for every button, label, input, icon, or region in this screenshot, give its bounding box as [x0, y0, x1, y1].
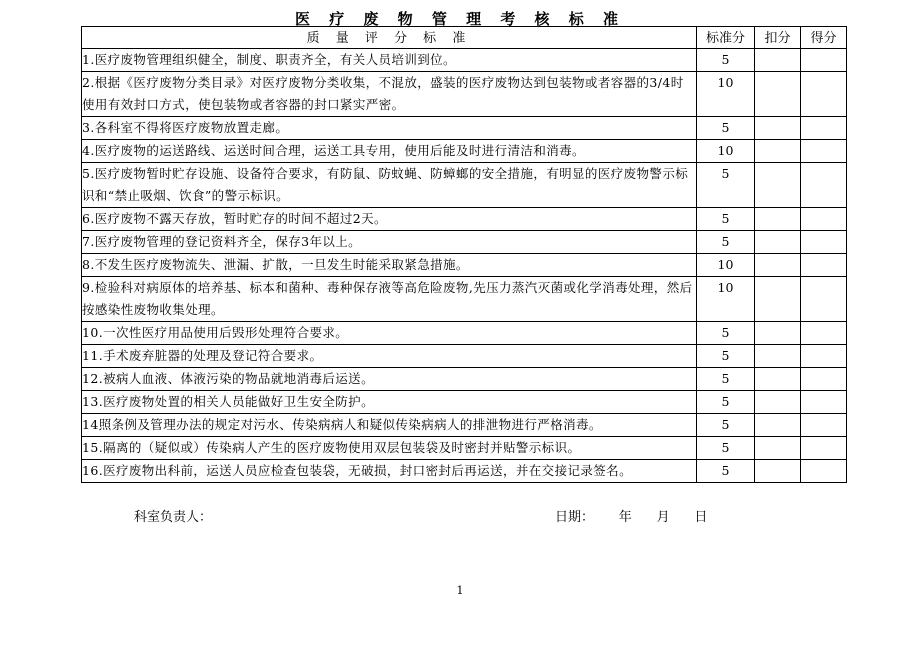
criterion-text: 9.检验科对病原体的培养基、标本和菌种、毒种保存液等高危险废物,先压力蒸汽灭菌或化学消毒处理，然后按感染性废物收集处理。	[82, 277, 697, 322]
final-score-cell[interactable]	[801, 368, 847, 391]
standard-score-cell: 5	[697, 368, 755, 391]
header-standard-score: 标准分	[697, 27, 755, 49]
final-score-cell[interactable]	[801, 391, 847, 414]
final-score-cell[interactable]	[801, 72, 847, 117]
table-row	[82, 140, 847, 163]
deduction-cell[interactable]	[755, 49, 801, 72]
deduction-cell[interactable]	[755, 414, 801, 437]
criterion-text: 2.根据《医疗废物分类目录》对医疗废物分类收集，不混放，盛装的医疗废物达到包装物或者容器的3/4时使用有效封口方式，使包装物或者容器的封口紧实严密。	[82, 72, 697, 117]
deduction-cell[interactable]	[755, 322, 801, 345]
criterion-text: 4.医疗废物的运送路线、运送时间合理，运送工具专用，使用后能及时进行清洁和消毒。	[82, 140, 697, 163]
final-score-cell[interactable]	[801, 254, 847, 277]
table-row	[82, 437, 847, 460]
criterion-text: 10.一次性医疗用品使用后毁形处理符合要求。	[82, 322, 697, 345]
table-row	[82, 460, 847, 483]
final-score-cell[interactable]	[801, 208, 847, 231]
deduction-cell[interactable]	[755, 437, 801, 460]
criterion-text: 13.医疗废物处置的相关人员能做好卫生安全防护。	[82, 391, 697, 414]
document-title: 医 疗 废 物 管 理 考 核 标 准	[294, 10, 625, 28]
deduction-cell[interactable]	[755, 140, 801, 163]
criterion-text: 5.医疗废物暂时贮存设施、设备符合要求，有防鼠、防蚊蝇、防蟑螂的安全措施，有明显的医疗废物警示标识和“禁止吸烟、饮食”的警示标识。	[82, 163, 697, 208]
table-row	[82, 414, 847, 437]
header-final-score: 得分	[801, 27, 847, 49]
deduction-cell[interactable]	[755, 208, 801, 231]
deduction-cell[interactable]	[755, 368, 801, 391]
standard-score-cell: 5	[697, 231, 755, 254]
standard-score-cell: 5	[697, 49, 755, 72]
criterion-text: 7.医疗废物管理的登记资料齐全，保存3年以上。	[82, 231, 697, 254]
deduction-cell[interactable]	[755, 117, 801, 140]
deduction-cell[interactable]	[755, 254, 801, 277]
table-row	[82, 391, 847, 414]
criterion-text: 6.医疗废物不露天存放，暂时贮存的时间不超过2天。	[82, 208, 697, 231]
criterion-text: 8.不发生医疗废物流失、泄漏、扩散，一旦发生时能采取紧急措施。	[82, 254, 697, 277]
standard-score-cell: 10	[697, 254, 755, 277]
table-row	[82, 208, 847, 231]
standard-score-cell: 10	[697, 140, 755, 163]
table-row	[82, 117, 847, 140]
final-score-cell[interactable]	[801, 117, 847, 140]
criterion-text: 12.被病人血液、体液污染的物品就地消毒后运送。	[82, 368, 697, 391]
standard-score-cell: 5	[697, 460, 755, 483]
page-number: 1	[456, 584, 464, 597]
final-score-cell[interactable]	[801, 49, 847, 72]
final-score-cell[interactable]	[801, 414, 847, 437]
table-row	[82, 72, 847, 117]
header-quality-criteria: 质 量 评 分 标 准	[82, 27, 697, 49]
standard-score-cell: 10	[697, 72, 755, 117]
standard-score-cell: 5	[697, 117, 755, 140]
table-row	[82, 277, 847, 322]
deduction-cell[interactable]	[755, 345, 801, 368]
standard-score-cell: 5	[697, 322, 755, 345]
standard-score-cell: 5	[697, 345, 755, 368]
final-score-cell[interactable]	[801, 277, 847, 322]
date-label: 日期： 年 月 日	[555, 510, 708, 525]
criterion-text: 16.医疗废物出科前，运送人员应检查包装袋，无破损，封口密封后再运送，并在交接记录签名。	[82, 460, 697, 483]
table-row	[82, 254, 847, 277]
criterion-text: 15.隔离的（疑似或）传染病人产生的医疗废物使用双层包装袋及时密封并贴警示标识。	[82, 437, 697, 460]
header-deduction: 扣分	[755, 27, 801, 49]
deduction-cell[interactable]	[755, 391, 801, 414]
final-score-cell[interactable]	[801, 345, 847, 368]
deduction-cell[interactable]	[755, 460, 801, 483]
table-row	[82, 322, 847, 345]
deduction-cell[interactable]	[755, 72, 801, 117]
standard-score-cell: 5	[697, 163, 755, 208]
standard-score-cell: 5	[697, 391, 755, 414]
final-score-cell[interactable]	[801, 231, 847, 254]
department-head-label: 科室负责人：	[134, 510, 213, 525]
deduction-cell[interactable]	[755, 163, 801, 208]
criterion-text: 1.医疗废物管理组织健全，制度、职责齐全，有关人员培训到位。	[82, 49, 697, 72]
criterion-text: 11.手术废弃脏器的处理及登记符合要求。	[82, 345, 697, 368]
standard-score-cell: 10	[697, 277, 755, 322]
criterion-text: 14照条例及管理办法的规定对污水、传染病病人和疑似传染病病人的排泄物进行严格消毒。	[82, 414, 697, 437]
deduction-cell[interactable]	[755, 231, 801, 254]
table-row	[82, 345, 847, 368]
deduction-cell[interactable]	[755, 277, 801, 322]
final-score-cell[interactable]	[801, 163, 847, 208]
table-row	[82, 163, 847, 208]
criterion-text: 3.各科室不得将医疗废物放置走廊。	[82, 117, 697, 140]
table-header-row	[82, 27, 847, 49]
standard-score-cell: 5	[697, 437, 755, 460]
final-score-cell[interactable]	[801, 322, 847, 345]
standard-score-cell: 5	[697, 414, 755, 437]
final-score-cell[interactable]	[801, 460, 847, 483]
final-score-cell[interactable]	[801, 140, 847, 163]
assessment-table	[81, 26, 847, 483]
table-row	[82, 49, 847, 72]
standard-score-cell: 5	[697, 208, 755, 231]
table-row	[82, 231, 847, 254]
final-score-cell[interactable]	[801, 437, 847, 460]
table-row	[82, 368, 847, 391]
